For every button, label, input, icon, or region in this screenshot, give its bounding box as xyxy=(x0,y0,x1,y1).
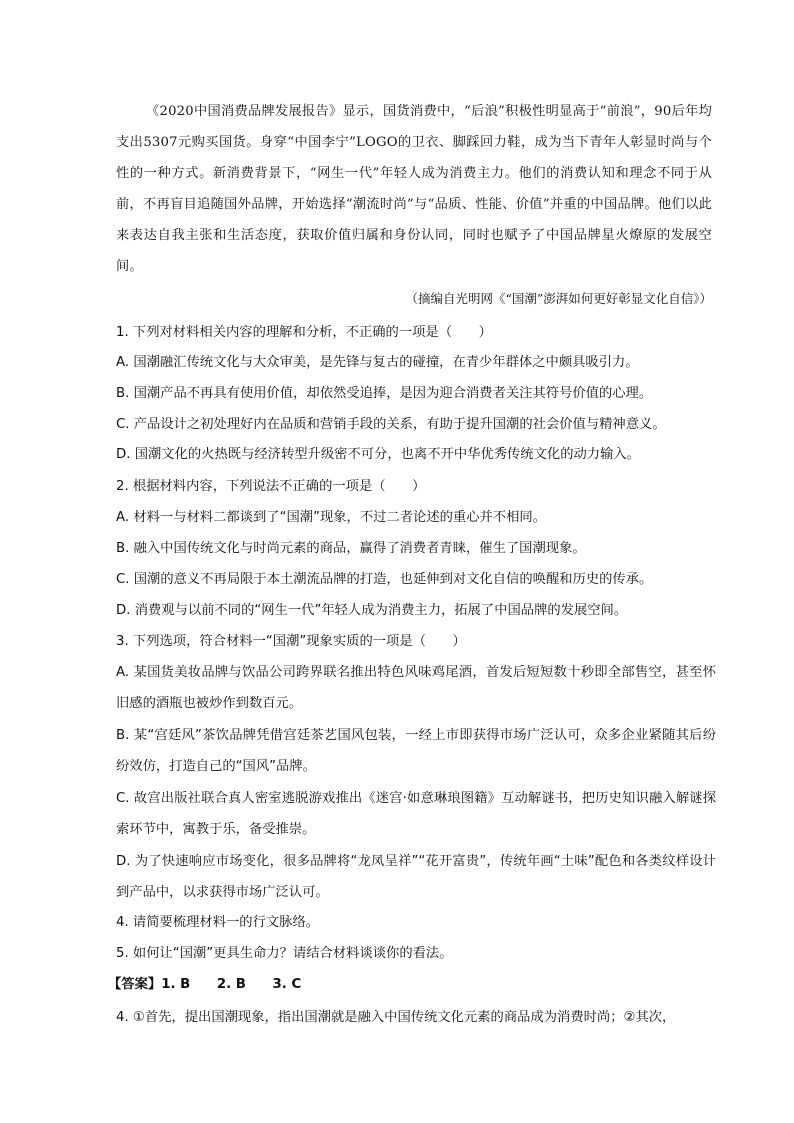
question-4-stem: 4. 请简要梳理材料一的行文脉络。 xyxy=(116,915,320,930)
question-1-option-d: D. 国潮文化的火热既与经济转型升级密不可分，也离不开中华优秀传统文化的动力输入。 xyxy=(116,447,640,462)
question-1-option-b: B. 国潮产品不再具有使用价值，却依然受追捧，是因为迎合消费者关注其符号价值的心理。 xyxy=(116,386,653,401)
question-2-stem: 2. 根据材料内容，下列说法不正确的一项是（ ） xyxy=(116,479,426,494)
question-2-option-a: A. 材料一与材料二都谈到了“国潮”现象，不过二者论述的重心并不相同。 xyxy=(116,510,546,525)
answer-block xyxy=(108,974,708,996)
answer-label: 【答案】 xyxy=(108,977,162,992)
question-1-option-a: A. 国潮融汇传统文化与大众审美，是先锋与复古的碰撞，在青少年群体之中颇具吸引力。 xyxy=(116,355,639,370)
question-3-option-b: B. 某“宫廷风”茶饮品牌凭借宫廷茶艺国风包装，一经上市即获得市场广泛认可，众多企业紧随其后纷纷效仿，打造自己的“国风”品牌。 xyxy=(116,728,716,774)
question-1-option-c: C. 产品设计之初处理好内在品质和营销手段的关系，有助于提升国潮的社会价值与精神意义。 xyxy=(116,417,666,432)
material-passage: 《2020中国消费品牌发展报告》显示，国货消费中，“后浪”积极性明显高于“前浪”，90后年均支出5307元购买国货。身穿“中国李宁”LOGO的卫衣、脚踩回力鞋，成为当下青年人彰显时尚与个性的一种方式。新消费背景下，“网生一代”年轻人成为消费主力。他们的消费认知和理念不同于从前，不再盲目追随国外品牌，开始选择“潮流时尚”与“品质、性能、价值”并重的中国品牌。他们以此来表达自我主张和生活态度，获取价值归属和身份认同，同时也赋予了中国品牌星火燎原的发展空间。 xyxy=(116,104,712,274)
question-3-option-d: D. 为了快速响应市场变化，很多品牌将“龙凤呈祥”“花开富贵”，传统年画“土味”配色和各类纹样设计到产品中，以求获得市场广泛认可。 xyxy=(116,854,716,900)
answer-choices: 1. B 2. B 3. C xyxy=(161,977,302,992)
question-1-stem: 1. 下列对材料相关内容的理解和分析，不正确的一项是（ ） xyxy=(116,325,492,340)
question-2-option-d: D. 消费观与以前不同的“网生一代”年轻人成为消费主力，拓展了中国品牌的发展空间。 xyxy=(116,603,628,618)
question-2-option-c: C. 国潮的意义不再局限于本土潮流品牌的打造，也延伸到对文化自信的唤醒和历史的传承。 xyxy=(116,572,653,587)
question-3-option-c: C. 故宫出版社联合真人密室逃脱游戏推出《迷宫·如意琳琅图籍》互动解谜书，把历史知识融入解谜探索环节中，寓教于乐，备受推崇。 xyxy=(116,791,716,837)
question-3-stem: 3. 下列选项，符合材料一“国潮”现象实质的一项是（ ） xyxy=(116,634,466,649)
answer-4: 4. ①首先，提出国潮现象，指出国潮就是融入中国传统文化元素的商品成为消费时尚；②其次， xyxy=(116,1010,676,1025)
question-3-option-a: A. 某国货美妆品牌与饮品公司跨界联名推出特色风味鸡尾酒，首发后短短数十秒即全部售空，甚至怀旧感的酒瓶也被炒作到数百元。 xyxy=(116,665,716,711)
question-5-stem: 5. 如何让“国潮”更具生命力？请结合材料谈谈你的看法。 xyxy=(116,946,453,961)
question-2-option-b: B. 融入中国传统文化与时尚元素的商品，赢得了消费者青睐，催生了国潮现象。 xyxy=(116,541,586,556)
material-source: （摘编自光明网《“国潮”澎湃如何更好彰显文化自信》） xyxy=(405,291,712,306)
